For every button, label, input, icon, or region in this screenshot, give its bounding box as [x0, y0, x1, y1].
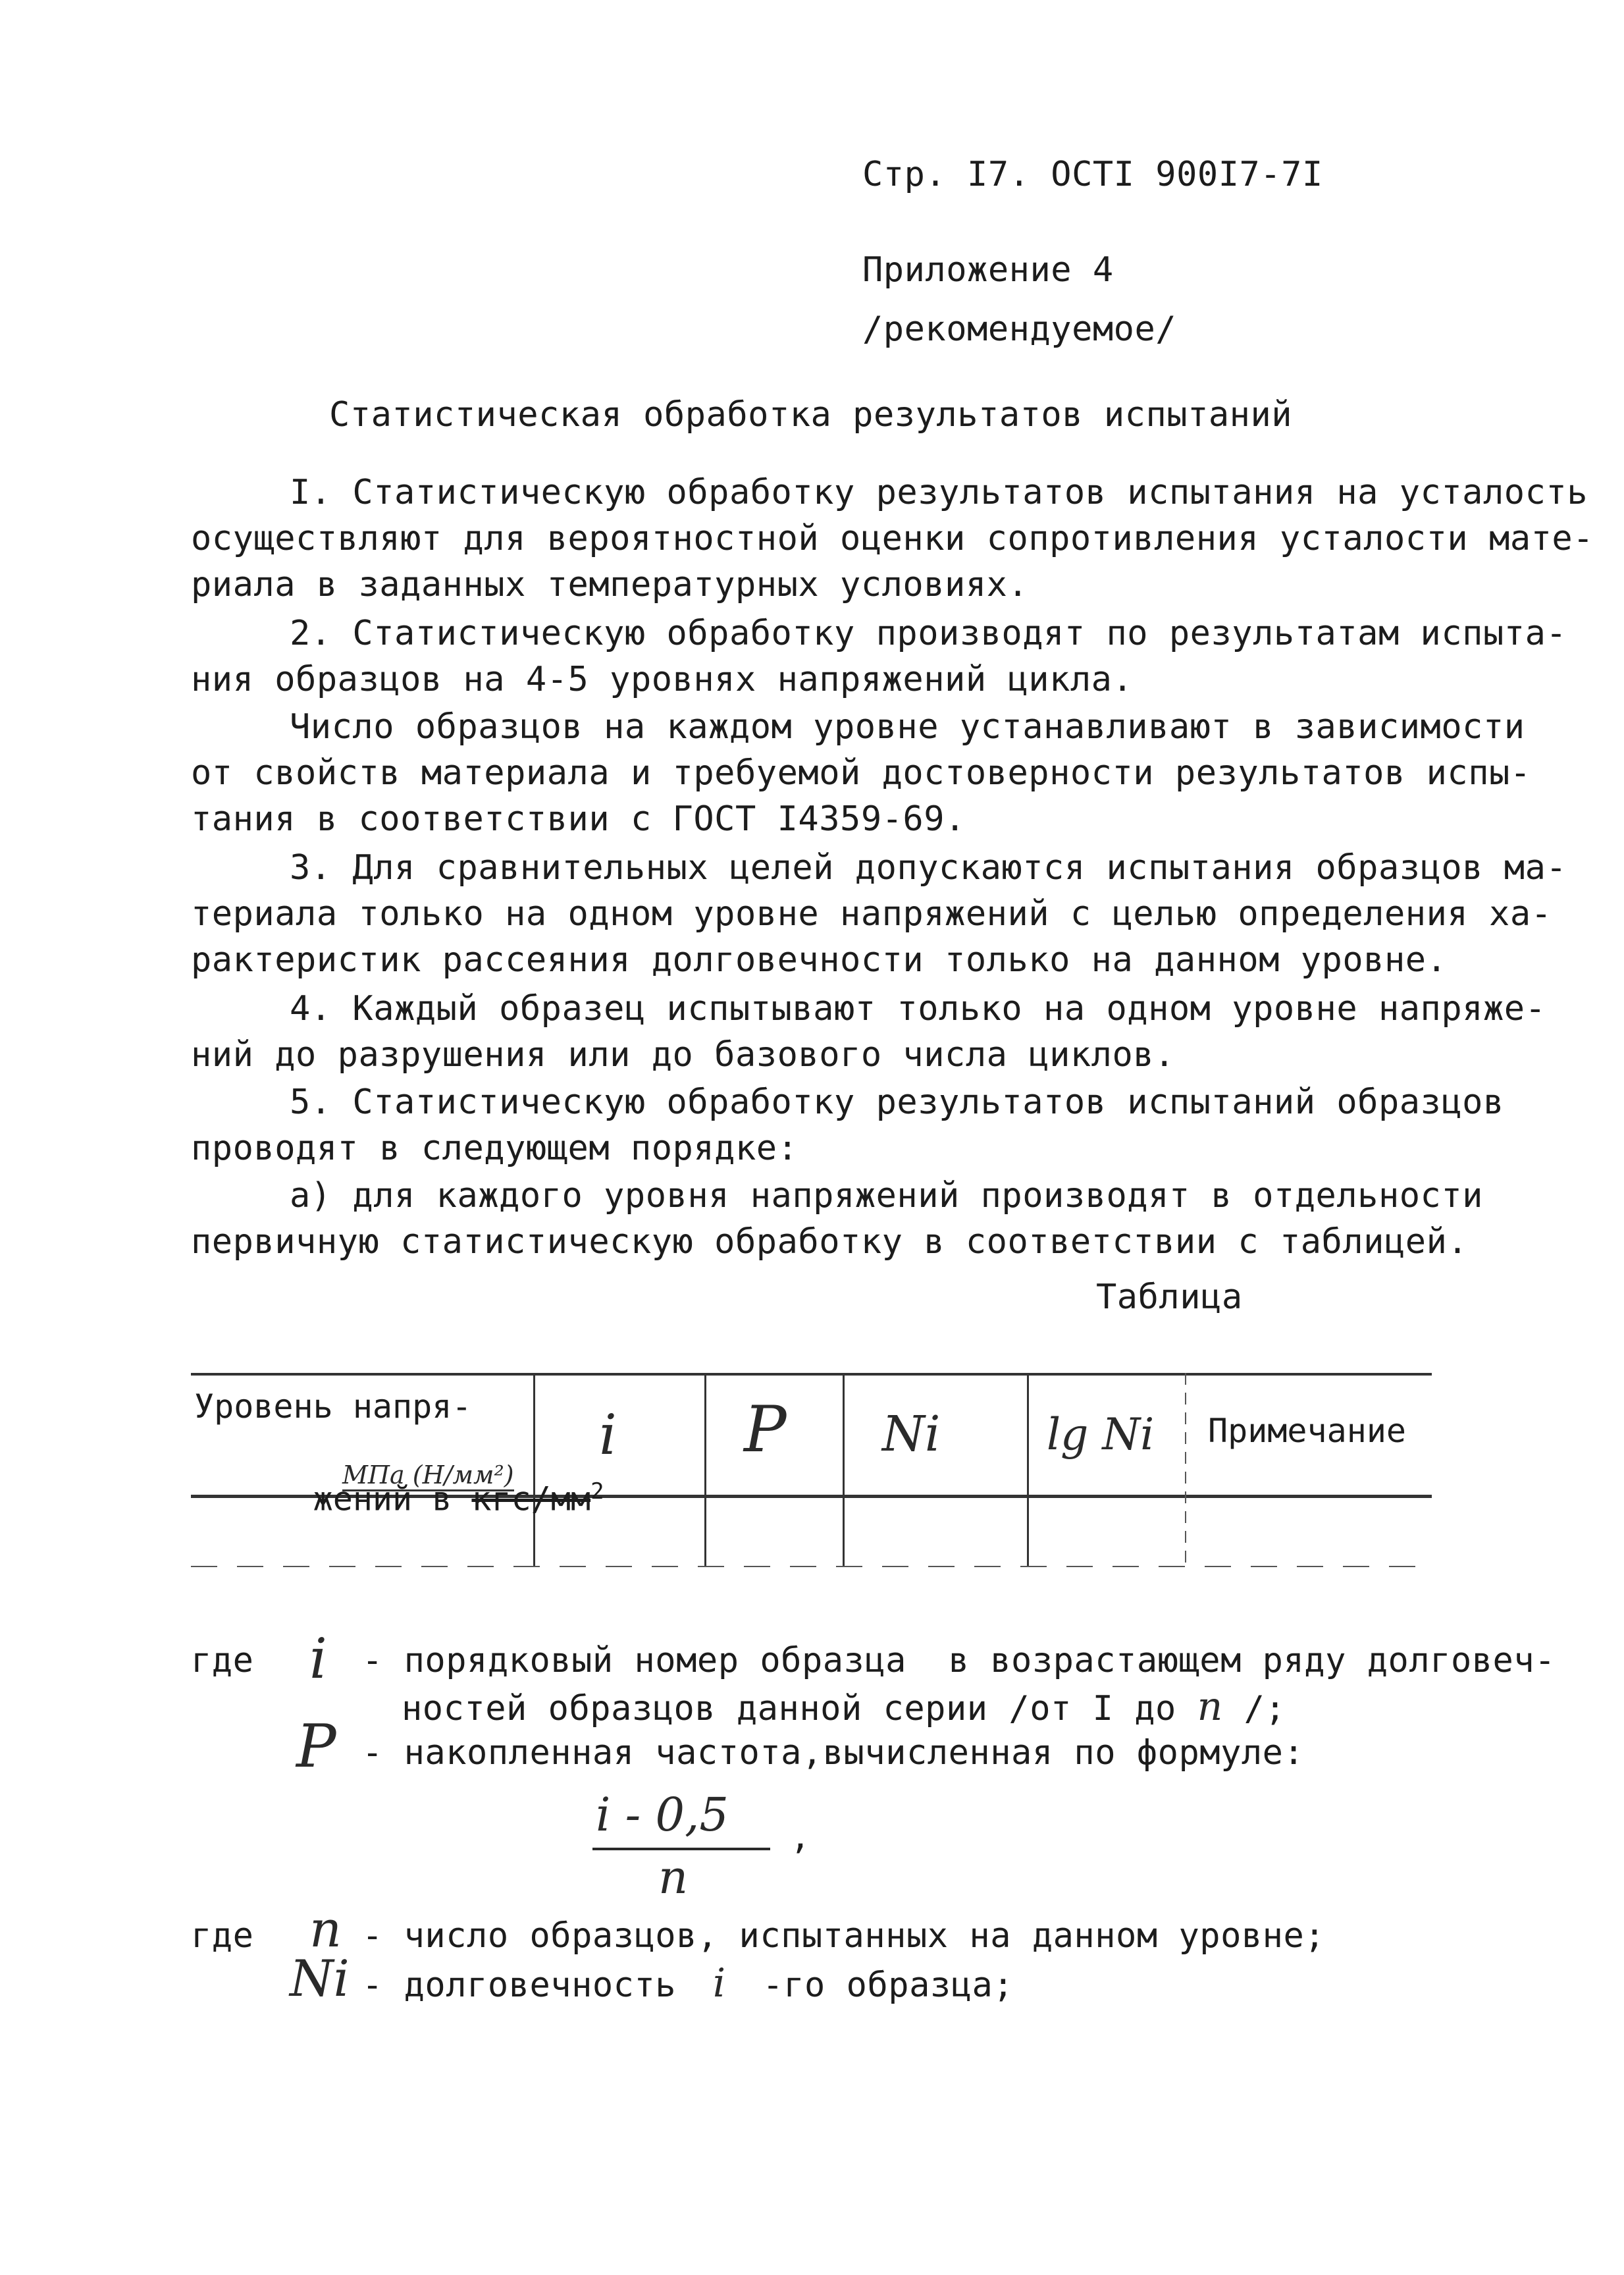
col-level-struck-unit: кгс/мм [471, 1480, 591, 1518]
para-line-11: рактеристик рассеяния долговечности только на данном уровне. [191, 940, 1448, 980]
para-line-2: осуществляют для вероятностной оценки сопротивления усталости мате- [191, 519, 1594, 558]
symbol-p: P [296, 1712, 336, 1781]
where-label-2: где [191, 1916, 254, 1956]
symbol-i: i [309, 1626, 327, 1691]
para-line-12: 4. Каждый образец испытывают только на одном уровне напряже- [290, 989, 1546, 1029]
col-lgni-header: lg Ni [1047, 1409, 1155, 1460]
para-line-6: Число образцов на каждом уровне устанавливают в зависимости [290, 707, 1525, 747]
table-col-divider-3 [843, 1373, 845, 1566]
para-line-8: тания в соответствии с ГОСТ I4359-69. [191, 799, 966, 839]
def-ni-a: - долговечность [362, 1966, 697, 2005]
col-level-header-line2 [194, 1430, 604, 1561]
para-line-10: териала только на одном уровне напряжений с целью определения ха- [191, 894, 1552, 934]
appendix-label: Приложение 4 [862, 250, 1114, 290]
table-col-divider-2 [704, 1373, 706, 1566]
table-bottom-rule [191, 1566, 1432, 1567]
def-i-line1: - порядковый номер образца в возрастающем ряду долговеч- [362, 1641, 1556, 1680]
def-ni [362, 1960, 1014, 2006]
def-i-line2-a: ностей образцов данной серии /от I до [402, 1689, 1197, 1728]
table-col-divider-4 [1027, 1373, 1029, 1566]
col-level-sup: 2 [590, 1478, 604, 1505]
para-line-15: проводят в следующем порядке: [191, 1129, 799, 1168]
para-line-13: ний до разрушения или до базового числа циклов. [191, 1035, 1175, 1075]
section-title: Статистическая обработка результатов испытаний [329, 395, 1293, 435]
para-line-17: первичную статистическую обработку в соответствии с таблицей. [191, 1222, 1469, 1262]
formula-numerator: i - 0,5 [596, 1788, 729, 1842]
def-p: - накопленная частота,вычисленная по формуле: [362, 1733, 1305, 1773]
para-line-1: I. Статистическую обработку результатов испытания на усталость [290, 473, 1588, 512]
col-i-header: i [599, 1403, 617, 1467]
para-line-7: от свойств материала и требуемой достоверности результатов испы- [191, 753, 1531, 793]
recommended-label: /рекомендуемое/ [862, 309, 1177, 349]
col-note-header: Примечание [1208, 1412, 1407, 1450]
formula-denominator: n [658, 1850, 689, 1904]
col-p-header: P [744, 1393, 787, 1466]
col-level-prefix: жений в [313, 1480, 472, 1518]
def-ni-i: i [712, 1960, 726, 2006]
table-col-divider-5 [1185, 1373, 1186, 1566]
para-line-9: 3. Для сравнительных целей допускаются испытания образцов ма- [290, 848, 1567, 888]
page-reference: Стр. I7. ОСТI 900I7-7I [862, 155, 1323, 194]
formula-comma: , [790, 1817, 811, 1857]
def-i-line2-n: n [1197, 1684, 1223, 1730]
para-line-4: 2. Статистическую обработку производят по результатам испыта- [290, 614, 1567, 653]
table-top-rule [191, 1373, 1432, 1376]
col-ni-header: Ni [882, 1406, 941, 1462]
para-line-16: а) для каждого уровня напряжений производят в отдельности [290, 1176, 1483, 1216]
col-level-header-line1: Уровень напря- [194, 1387, 472, 1426]
table-caption: Таблица [1096, 1277, 1243, 1317]
def-ni-b: -го образца; [741, 1966, 1014, 2005]
para-line-3: риала в заданных температурных условиях. [191, 565, 1029, 604]
col-level-handwritten-unit: МПа (Н/мм²) [342, 1460, 514, 1491]
symbol-ni: Ni [290, 1949, 350, 2008]
symbol-n: n [309, 1900, 342, 1958]
para-line-14: 5. Статистическую обработку результатов испытаний образцов [290, 1083, 1504, 1122]
def-i-line2 [402, 1684, 1286, 1730]
para-line-5: ния образцов на 4-5 уровнях напряжений цикла. [191, 660, 1134, 699]
where-label-1: где [191, 1641, 254, 1680]
def-i-line2-b: /; [1222, 1689, 1286, 1728]
def-n: - число образцов, испытанных на данном уровне; [362, 1916, 1326, 1956]
